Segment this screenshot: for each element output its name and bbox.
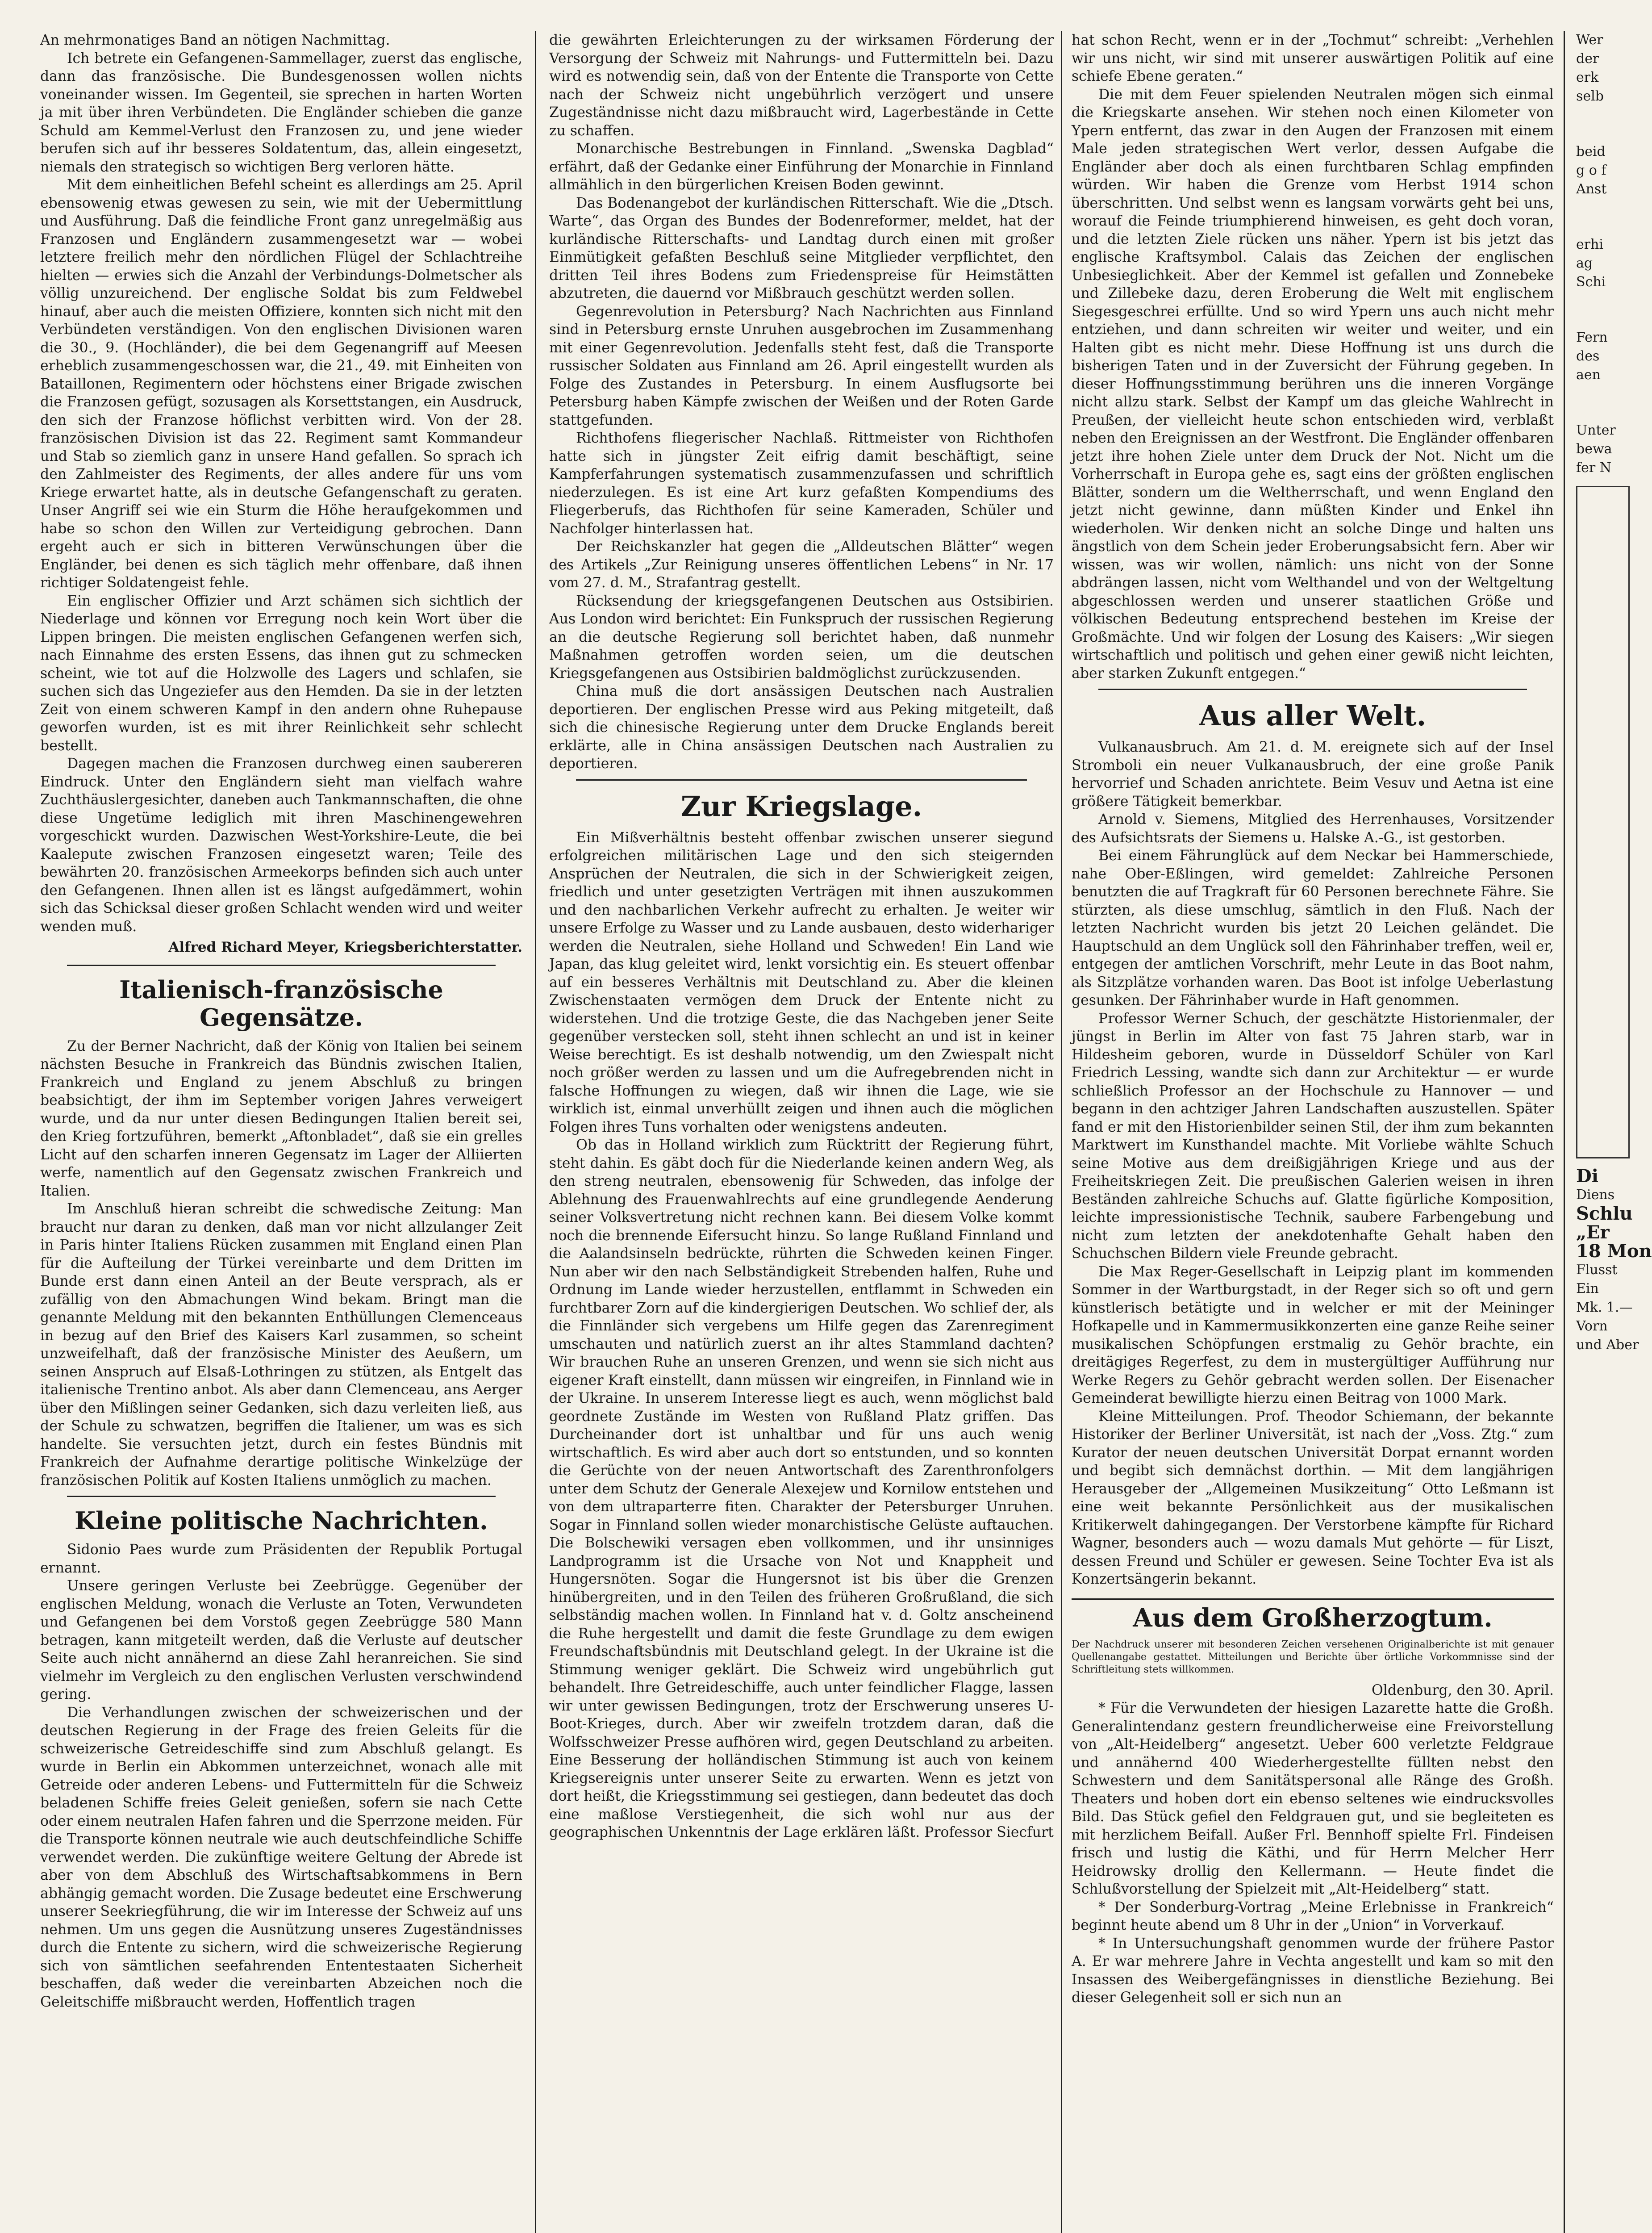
paragraph: Richthofens fliegerischer Nachlaß. Rittmeister von Richthofen hatte sich in jüngster Zeit eifrig damit beschäftigt, seine Kampferfahrungen systematisch zusammenzufassen und schriftlich niederzulegen. Es ist eine Art kurz gefaßten Kompendiums des Fliegerberufs, das Richthofen für seine Kameraden, Schüler und Nachfolger hinterlassen hat. xyxy=(549,430,1054,537)
fragment-line: „Er xyxy=(1576,1222,1610,1243)
fragment-line: des xyxy=(1576,348,1600,364)
column-1 xyxy=(40,31,522,2233)
advertisement-frame xyxy=(1576,486,1630,1158)
paragraph: Der Reichskanzler hat gegen die „Alldeutschen Blätter“ wegen des Artikels „Zur Reinigung unseres öffentlichen Lebens“ in Nr. 17 vom 27. d. M., Strafantrag gestellt. xyxy=(549,539,1054,591)
headline-grossherzogtum: Aus dem Großherzogtum. xyxy=(1072,1598,1554,1632)
paragraph: Arnold v. Siemens, Mitglied des Herrenhauses, Vorsitzender des Aufsichtsrats der Siemens u. Halske A.-G., ist gestorben. xyxy=(1072,811,1554,846)
byline: Alfred Richard Meyer, Kriegsberichterstatter. xyxy=(168,939,522,955)
fragment-line: ag xyxy=(1576,255,1593,271)
fragment-line: Flusst xyxy=(1576,1262,1618,1278)
divider xyxy=(576,779,1027,781)
fragment-line: fer N xyxy=(1576,460,1611,476)
fragment-line: Fern xyxy=(1576,330,1608,345)
article-war-report xyxy=(40,31,522,957)
paragraph: Ich betrete ein Gefangenen-Sammellager, zuerst das englische, dann das französische. Die Bundesgenossen wollen nichts voneinander wissen. Im Gegenteil, sie sprechen in harten Worten ja mit über ihren Verbündeten. Die Engländer schieben die ganze Schuld am Kemmel-Verlust den Franzosen zu, und jene wieder berufen sich auf ihr besseres Soldatentum, das, allein eingesetzt, niemals den strategisch so wichtigen Berg verloren hätte. xyxy=(40,50,522,175)
fragment-line: Ein xyxy=(1576,1281,1599,1296)
fragment-line: Mk. 1.— xyxy=(1576,1300,1633,1315)
paragraph: Das Bodenangebot der kurländischen Ritterschaft. Wie die „Dtsch. Warte“, das Organ des Bundes der Bodenreformer, meldet, hat der kurländische Ritterschafts- und Landtag durch einen mit großer Einmütigkeit gefaßten Beschluß seine Mitglieder verpflichtet, den dritten Teil ihres Bodens zum Friedenspreise für Heimstätten abzutreten, die dauernd vor Mißbrauch geschützt werden sollen. xyxy=(549,195,1054,301)
paragraph: China muß die dort ansässigen Deutschen nach Australien deportieren. Der englischen Presse wird aus Peking mitgeteilt, daß sich die chinesische Regierung unter dem Drucke Englands bereit erklärte, alle in China ansässigen Deutschen nach Australien zu deportieren. xyxy=(549,683,1054,772)
column-4-fragment xyxy=(1576,31,1652,2233)
paragraph: Rücksendung der kriegsgefangenen Deutschen aus Ostsibirien. Aus London wird berichtet: Ein Funkspruch der russischen Regierung an die deutsche Regierung soll berichtet haben, daß nunmehr Maßnahmen getroffen worden seien, um die deutschen Kriegsgefangenen aus Ostsibirien baldmöglichst zurückzusenden. xyxy=(549,593,1054,682)
fragment-line: erk xyxy=(1576,70,1599,85)
fragment-line: und Aber xyxy=(1576,1337,1639,1353)
divider xyxy=(67,965,496,966)
fragment-line: Schi xyxy=(1576,274,1606,290)
fragment-line: Wer xyxy=(1576,32,1603,48)
paragraph: die gewährten Erleichterungen zu der wirksamen Förderung der Versorgung der Schweiz mit Nahrungs- und Futtermitteln bei. Dazu wird es notwendig sein, daß von der Entente die Transporte von Cette nach der Schweiz nicht ungebührlich verzögert und unsere Zugeständnisse nicht dazu mißbraucht wird, Lagerbestände in Cette zu schaffen. xyxy=(549,32,1054,139)
newspaper-page xyxy=(40,31,1652,2233)
column-rule xyxy=(1061,31,1062,2233)
paragraph: Monarchische Bestrebungen in Finnland. „Swenska Dagblad“ erfährt, daß der Gedanke einer Einführung der Monarchie in Finnland allmählich in den bürgerlichen Kreisen Boden gewinnt. xyxy=(549,141,1054,193)
fragment-line: Diens xyxy=(1576,1187,1615,1203)
paragraph: Bei einem Fährunglück auf dem Neckar bei Hammerschiede, nahe Ober-Eßlingen, wird gemeldet: Zahlreiche Personen benutzten die auf Tragkraft für 60 Personen berechnete Fähre. Sie stürzten, als diese umschlug, sämtlich in den Fluß. Nach der letzten Nachricht wurden bis jetzt 20 Leichen geländet. Die Hauptschuld an dem Unglück soll den Fährinhaber treffen, weil er, entgegen der amtlichen Vorschrift, mehr Leute in das Boot nahm, als Sitzplätze vorhanden waren. Das Boot ist infolge Ueberlastung gesunken. Der Fährinhaber wurde in Haft genommen. xyxy=(1072,848,1554,1008)
fragment-line: 18 Mon xyxy=(1576,1241,1652,1262)
paragraph: Mit dem einheitlichen Befehl scheint es allerdings am 25. April ebensowenig etwas gewesen zu sein, wie mit der Uebermittlung und Ausführung. Daß die feindliche Front ganz unregelmäßig aus Franzosen und Engländern zusammengesetzt war — wobei letztere freilich mehr den nördlichen Flügel der Schlachtreihe hielten — erwies sich die Anzahl der Verbindungs-Dolmetscher als völlig unzureichend. Der englische Soldat bis zum Feldwebel hinauf, aber auch die meisten Offiziere, konnten sich nicht mit den Verbündeten verständigen. Von den englischen Divisionen waren die 30., 9. (Hochländer), die bei dem Gegenangriff auf Meesen erheblich zusammengeschossen war, die 21., 49. mit Einheiten von Bataillonen, Regimentern oder höchstens einer Brigade zwischen die Franzosen gefügt, sozusagen als Korsettstangen, ein Ausdruck, den sich der Franzose höflichst verbitten wird. Von der 28. französischen Division ist das 22. Regiment samt Kommandeur und Stab so ziemlich ganz in unsere Hand gefallen. So sprach ich den Zahlmeister des Regiments, der alles andere für uns vom Kriege erwartet hatte, als in deutsche Gefangenschaft zu geraten. Unser Angriff sei wie ein Sturm die Höhe heraufgekommen und habe so schon den Willen zur Verteidigung gebrochen. Dann ergeht auch er sich in bitteren Verwünschungen über die Engländer, bei denen es sich täglich mehr offenbare, daß ihnen richtiger Soldatengeist fehle. xyxy=(40,177,522,591)
headline-kriegslage: Zur Kriegslage. xyxy=(680,790,922,823)
fragment-line: erhi xyxy=(1576,237,1604,252)
column-rule xyxy=(535,31,536,2233)
paragraph: Ein Mißverhältnis besteht offenbar zwischen unserer siegund erfolgreichen militärischen Lage und den sich steigernden Ansprüchen der Neutralen, die sich in der Schwierigkeit zeigen, friedlich und unter gesetzigten Verträgen mit ihnen auszukommen und den nachbarlichen Verkehr aufrecht zu erhalten. Je weiter wir unsere Erfolge zu Wasser und zu Lande ausbauen, desto widerhariger werden die Neutralen, siehe Holland und Schweden! Ein Land wie Japan, das klug geleitet wird, lenkt vorsichtig ein. Es steuert offenbar auf ein besseres Verhältnis mit Deutschland zu. Aber die kleinen Zwischenstaaten vermögen dem Druck der Entente nicht zu widerstehen. Und die trotzige Geste, die das Nachgeben jener Seite gegenüber verstecken soll, steht ihnen schlecht an und ist in keiner Weise berechtigt. Es ist deshalb notwendig, um den Zwiespalt nicht noch größer werden zu lassen und um die Aufregebrenden nicht in falsche Hoffnungen zu wiegen, daß wir ihnen die Lage, wie sie wirklich ist, einmal unverhüllt zeigen und ihnen auch die möglichen Folgen ihres Tuns vorhalten oder wenigstens andeuten. xyxy=(549,829,1054,1135)
paragraph: Zu der Berner Nachricht, daß der König von Italien bei seinem nächsten Besuche in Frankreich das Bündnis zwischen Italien, Frankreich und England zu jenem Abschluß zu bringen beabsichtigt, der ihm im September vorigen Jahres verweigert wurde, und da nur unter diesen Bedingungen Italien bereit sei, den Krieg fortzuführen, bemerkt „Aftonbladet“, daß sie ein grelles Licht auf den scharfen inneren Gegensatz im Lager der Alliierten werfe, namentlich auf den Gegensatz zwischen Frankreich und Italien. xyxy=(40,1038,522,1199)
divider xyxy=(67,1496,496,1497)
paragraph: Die Verhandlungen zwischen der schweizerischen und der deutschen Regierung in der Frage des freien Geleits für die schweizerische Getreideschiffe sind zum Abschluß gelangt. Es wurde in Berlin ein Abkommen unterzeichnet, wonach alle mit Getreide oder anderen Lebens- und Futtermitteln für die Schweiz beladenen Schiffe freies Geleit genießen, sofern sie nach Cette oder einem neutralen Hafen fahren und die Sperrzone meiden. Für die Transporte können neutrale wie auch deutschfeindliche Schiffe verwendet werden. Die zukünftige weitere Geltung der Abrede ist aber von dem Abschluß des Wirtschaftsabkommens in Bern abhängig gemacht worden. Die Zusage bedeutet eine Erschwerung unserer Seekriegführung, die wir im Interesse der Schweiz auf uns nehmen. Um uns gegen die Ausnützung unseres Zugeständnisses durch die Entente zu sichern, wird die schweizerische Regierung sich von sämtlichen seefahrenden Ententestaaten Sicherheit beschaffen, daß weder die vereinbarten Abzeichen noch die Geleitschiffe mißbraucht werden, Hoffentlich tragen xyxy=(40,1704,522,2010)
fragment-line: selb xyxy=(1576,88,1604,104)
paragraph: Ob das in Holland wirklich zum Rücktritt der Regierung führt, steht dahin. Es gäbt doch für die Niederlande keinen andern Weg, als den streng neutralen, ebensowenig für Schweden, das infolge der Ablehnung des Frauenwahlrechts auf eine grundlegende Aenderung seiner Volksvertretung nicht rechnen kann. Bei diesem Volke kommt noch die brennende Eifersucht hinzu. So lange Rußland Finnland und die Aalandsinseln bedrückte, rührten die Schweden keinen Finger. Nun aber wir den nach Selbständigkeit Strebenden halfen, Ruhe und Ordnung im Lande wieder herzustellen, entflammt in Schweden ein furchtbarer Zorn auf die kindergierigen Deutschen. Wo schlief der, als die Finnländer sich vergebens um Hilfe gegen das Zarenregiment umschauten und natürlich zuerst an ihr altes Stammland dachten? Wir brauchen Ruhe an unseren Grenzen, und wenn sie sich nicht aus eigener Kraft einstellt, dann müssen wir eingreifen, in Finnland wie in der Ukraine. In unserem Interesse liegt es auch, wenn möglichst bald geordnete Zustände im Westen von Rußland Platz griffen. Das Durcheinander dort ist unhaltbar und für uns auch wenig wirtschaftlich. Es wird aber auch dort so entstunden, und so konnten die Gerüchte von der neuen Antwortschaft des Zarenthronfolgers unter dem Schutz der Generale Alexejew und Kornilow entstehen und von dem ultraparterre fiten. Charakter der Petersburger Unruhen. Sogar in Finnland sollen wieder monarchistische Gelüste auftauchen. Die Bolschewiki versagen eben vollkommen, und ihr unsinniges Landprogramm ist die Ursache von Not und Knappheit und Hungersnöten. Sogar die Hungersnot ist bis über die Grenzen hinübergreiten, und in den Teilen des früheren Großrußland, die sich selbständig machen wollen. In Finnland hat v. d. Goltz anscheinend die Ruhe hergestellt und damit die feste Grundlage zu dem ewigen Freundschaftsbündnis mit Deutschland gelegt. In der Ukraine ist die Stimmung weniger geklärt. Die Schweiz wird ungebührlich gut behandelt. Ihre Getreideschiffe, auch unter feindlicher Flagge, lassen wir unter gewissen Bedingungen, trotz der Erschwerung unseres U-Boot-Krieges, durch. Aber wir zweifeln trotzdem daran, daß die Wolfsschweizer Presse aufhören wird, gegen Deutschland zu arbeiten. Eine Besserung der holländischen Stimmung ist auch von keinem Kriegsereignis unter unserer Seite zu erwarten. Wenn es jetzt von dort heißt, die Kriegsstimmung sei gestiegen, dann bedeutet das doch eine maßlose Verstiegenheit, die sich wohl nur aus der geographischen Unkenntnis der Lage erklären läßt. Professor Siecfurt xyxy=(549,1137,1054,1840)
fragment-line: Vorn xyxy=(1576,1318,1608,1334)
paragraph: Vulkanausbruch. Am 21. d. M. ereignete sich auf der Insel Stromboli ein neuer Vulkanausbruch, der eine große Panik hervorrief und Schaden anrichtete. Beim Vesuv und Aetna ist eine größere Tätigkeit bemerkbar. xyxy=(1072,739,1554,810)
reprint-notice: Der Nachdruck unserer mit besonderen Zeichen versehenen Originalberichte ist mit genauer Quellenangabe gestattet. Mitteilungen und Berichte über örtliche Vorkommnisse sind der Schriftleitung stets willkommen. xyxy=(1072,1639,1554,1675)
fragment-line: Schlu xyxy=(1576,1203,1633,1224)
paragraph: * Für die Verwundeten der hiesigen Lazarette hatte die Großh. Generalintendanz gestern freundlicherweise eine Freivorstellung von „Alt-Heidelberg“ angesetzt. Ueber 600 verletzte Feldgraue und annähernd 400 Wiederhergestellte füllten nebst den Schwestern und dem Sanitätspersonal alle Ränge des Großh. Theaters und hoben dort ein ebenso seltenes wie eindrucksvolles Bild. Das Stück gefiel den Feldgrauen gut, und sie begleiteten es mit herzlichem Beifall. Außer Frl. Bennhoff spielte Frl. Findeisen frisch und lustig die Käthi, und für Herrn Melcher Herr Heidrowsky drollig den Kellermann. — Heute findet die Schlußvorstellung der Spielzeit mit „Alt-Heidelberg“ statt. xyxy=(1072,1700,1554,1897)
paragraph: Professor Werner Schuch, der geschätzte Historienmaler, der jüngst in Berlin im Alter von fast 75 Jahren starb, war in Hildesheim geboren, wurde in Düsseldorf Schüler von Karl Friedrich Lessing, wandte sich dann zur Architektur — er wurde schließlich Professor an der Hochschule zu Hannover — und begann in den achtziger Jahren Landschaften auszustellen. Später fand er mit den Historienbilder seinen Stil, der ihm zum bekannten Marktwert im Kunsthandel machte. Mit Vorliebe wählte Schuch seine Motive aus dem dreißigjährigen Kriege und aus der Freiheitskriegen Zeit. Die preußischen Galerien weisen in ihren Beständen zahlreiche Schuchs auf. Glatte figürliche Komposition, leichte impressionistische Technik, saubere Farbengebung und nicht zum letzten der anekdotenhafte Gehalt haben den Schuchschen Bildern viele Freunde gebracht. xyxy=(1072,1010,1554,1262)
fragment-line: aen xyxy=(1576,367,1601,383)
headline-aus-aller-welt: Aus aller Welt. xyxy=(1199,699,1427,732)
paragraph: Die mit dem Feuer spielenden Neutralen mögen sich einmal die Kriegskarte ansehen. Wir stehen noch einen Kilometer von Ypern entfernt, das zwar in den Augen der Franzosen mit einem Male jeden strategischen Wert verlor, dessen Aufgabe die Engländer aber doch als einen furchtbaren Schlag empfinden würden. Wir haben die Grenze vom Herbst 1914 schon überschritten. Und selbst wenn es langsam vorwärts geht bei uns, worauf die Feinde triumphierend hinweisen, es geht doch voran, und die letzten Ziele rücken uns näher. Ypern ist bis jetzt das englische Kraftsymbol. Calais das Zeichen der englischen Unbesieglichkeit. Aber der Kemmel ist gefallen und Zonnebeke und Zillebeke dazu, deren Eroberung die Welt mit englischem Siegesgeschrei erfüllte. Und so wird Ypern uns auch nicht mehr entziehen, und dann schreiten wir weiter und weiter, und ein Halten gibt es nicht mehr. Diese Hoffnung ist uns durch die bisherigen Taten und in der Zuversicht der Führung gegeben. In dieser Hoffnungsstimmung berühren uns die inneren Vorgänge nicht allzu stark. Selbst der Kampf um das gleiche Wahlrecht in Preußen, der vielleicht heute schon entschieden wird, verblaßt neben den Ereignissen an der Westfront. Die Engländer offenbaren jetzt ihre hohen Ziele unter dem Druck der Not. Nicht um die Vorherrschaft in Europa gehe es, sagt eins der größten englischen Blätter, sondern um die Weltherrschaft, und wenn England den jetzt nicht gewinne, dann müßten Kinder und Enkel ihn wiederholen. Wir denken nicht an solche Dinge und halten uns ängstlich von dem Schein jeder Eroberungsabsicht fern. Aber wir wissen, was wir wollen, nämlich: uns nicht von der Sonne abdrängen lassen, nicht vom Welthandel und von der Weltgeltung abgeschlossen werden und unserer staatlichen Größe und völkischen Bedeutung entsprechend bestehen im Kreise der Großmächte. Und wir folgen der Losung des Kaisers: „Wir siegen wirtschaftlich und politisch und gehen einer gewiß nicht leichten, aber starken Zukunft entgegen.“ xyxy=(1072,86,1554,682)
paragraph: Im Anschluß hieran schreibt die schwedische Zeitung: Man braucht nur daran zu denken, daß man vor nicht allzulanger Zeit in Paris hinter Italiens Rücken zusammen mit England einen Plan für die Aufteilung der Türkei vereinbarte und dem Dritten im Bunde erst dann einen Anteil an der Beute versprach, als er zufällig von den Abmachungen Wind bekam. Bringt man die genannte Meldung mit den bekannten Enthüllungen Clemenceaus in bezug auf den Brief des Kaisers Karl zusammen, so scheint unzweifelhaft, daß der französische Minister des Aeußern, um seinen Anspruch auf Elsaß-Lothringen zu stützen, als Entgelt das italienische Trentino anbot. Als aber dann Clemenceau, ans Aerger über den Mißlingen seiner Gedanken, sich dazu verleiten ließ, aus der Schule zu schwatzen, begriffen die Italiener, um was es sich handelte. Sie versuchten jetzt, durch ein festes Bündnis mit Frankreich der Aufnahme derartige politische Winkelzüge der französischen Politik auf Kosten Italiens unmöglich zu machen. xyxy=(40,1201,522,1489)
column-2 xyxy=(549,31,1054,2233)
fragment-line: bewa xyxy=(1576,441,1612,457)
fragment-line: beid xyxy=(1576,144,1606,159)
paragraph: Dagegen machen die Franzosen durchweg einen saubereren Eindruck. Unter den Engländern sieht man vielfach wahre Zuchthäuslergesichter, daneben auch Tankmannschaften, die ohne diese Ungetüme lediglich mit ihren Maschinengewehren vorgeschickt wurden. Dazwischen West-Yorkshire-Leute, die bei Kaalepute zwischen Franzosen eingesetzt waren; Teile des bewährten 20. französischen Armeekorps befinden sich auch unter den Gefangenen. Ihnen allen ist es längst aufgedämmert, wohin sich das Schicksal dieser großen Schlacht wenden wird und weiter wenden muß. xyxy=(40,756,522,935)
fragment-line: Unter xyxy=(1576,422,1616,438)
fragment-line: Di xyxy=(1576,1166,1598,1187)
fragment-line: g o f xyxy=(1576,163,1606,178)
headline-kleine-nachrichten: Kleine politische Nachrichten. xyxy=(75,1506,488,1535)
paragraph: * In Untersuchungshaft genommen wurde der frühere Pastor A. Er war mehrere Jahre in Vechta angestellt und kam so mit den Insassen des Weibergefängnisses in dienstliche Beziehung. Bei dieser Gelegenheit soll er sich nun an xyxy=(1072,1935,1554,2006)
paragraph: An mehrmonatiges Band an nötigen Nachmittag. xyxy=(40,32,390,48)
paragraph: Unsere geringen Verluste bei Zeebrügge. Gegenüber der englischen Meldung, wonach die Verluste an Toten, Verwundeten und Gefangenen bei dem Vorstoß gegen Zeebrügge 580 Mann betragen, kann mitgeteilt werden, daß die Verluste auf deutscher Seite auch nicht annähernd an diese Zahl heranreichen. Sie sind vielmehr im Vergleich zu den englischen Verlusten verschwindend gering. xyxy=(40,1578,522,1702)
dateline: Oldenburg, den 30. April. xyxy=(1371,1682,1554,1698)
column-rule xyxy=(1564,31,1565,2233)
headline-italy-france: Italienisch-französische Gegensätze. xyxy=(119,975,443,1032)
fragment-line: Anst xyxy=(1576,181,1607,197)
column-3 xyxy=(1072,31,1554,2233)
paragraph: Ein englischer Offizier und Arzt schämen sich sichtlich der Niederlage und können vor Erregung noch kein Wort über die Lippen bringen. Die meisten englischen Gefangenen werfen sich, nach Einnahme des ersten Essens, das ihnen gut zu schmecken scheint, wie tot auf die Holzwolle des Lagers und schlafen, sie suchen sich das Ungeziefer aus den Hemden. Da sie in der letzten Zeit von einem schweren Kampf in den andern ohne Ruhepause geworfen wurden, ist es mit ihrer Reinlichkeit sehr schlecht bestellt. xyxy=(40,593,522,754)
fragment-line: der xyxy=(1576,51,1599,67)
paragraph: Gegenrevolution in Petersburg? Nach Nachrichten aus Finnland sind in Petersburg ernste Unruhen ausgebrochen im Zusammenhang mit einer Gegenrevolution. Jedenfalls steht fest, daß die Transporte russischer Soldaten aus Finnland am 26. April eingestellt wurden als Folge des Zustandes in Petersburg. In einem Ausflugsorte bei Petersburg haben Kämpfe zwischen der Weißen und der Roten Garde stattgefunden. xyxy=(549,303,1054,428)
paragraph: Die Max Reger-Gesellschaft in Leipzig plant im kommenden Sommer in der Wartburgstadt, in der Reger sich so oft und gern künstlerisch betätigte und in welcher er mit der Meininger Hofkapelle und in Kammermusikkonzerten eine ganze Reihe seiner musikalischen Schöpfungen erstmalig zu Gehör brachte, ein dreitägiges Regerfest, zu dem in mustergültiger Aufführung nur Werke Regers zu Gehör gebracht werden sollen. Der Eisenacher Gemeinderat bewilligte hierzu einen Beitrag von 1000 Mark. xyxy=(1072,1263,1554,1406)
paragraph: Kleine Mitteilungen. Prof. Theodor Schiemann, der bekannte Historiker der Berliner Universität, ist nach der „Voss. Ztg.“ zum Kurator der neuen deutschen Universität Dorpat ernannt worden und begibt sich demnächst dorthin. — Mit dem langjährigen Herausgeber der „Allgemeinen Musikzeitung“ Otto Leßmann ist eine weit bekannte Persönlichkeit aus der musikalischen Kritikerwelt dahingegangen. Der Verstorbene kämpfte für Richard Wagner, besonders auch — wozu damals Mut gehörte — für Liszt, dessen Freund und Schüler er gewesen. Seine Tochter Eva ist als Konzertsängerin bekannt. xyxy=(1072,1408,1554,1587)
divider xyxy=(1098,689,1527,690)
paragraph: Sidonio Paes wurde zum Präsidenten der Republik Portugal ernannt. xyxy=(40,1542,522,1576)
paragraph: hat schon Recht, wenn er in der „Tochmut“ schreibt: „Verhehlen wir uns nicht, wir sind mit unserer auswärtigen Politik auf eine schiefe Ebene geraten.“ xyxy=(1072,32,1554,84)
paragraph: * Der Sonderburg-Vortrag „Meine Erlebnisse in Frankreich“ beginnt heute abend um 8 Uhr in der „Union“ in Vorverkauf. xyxy=(1072,1899,1554,1933)
